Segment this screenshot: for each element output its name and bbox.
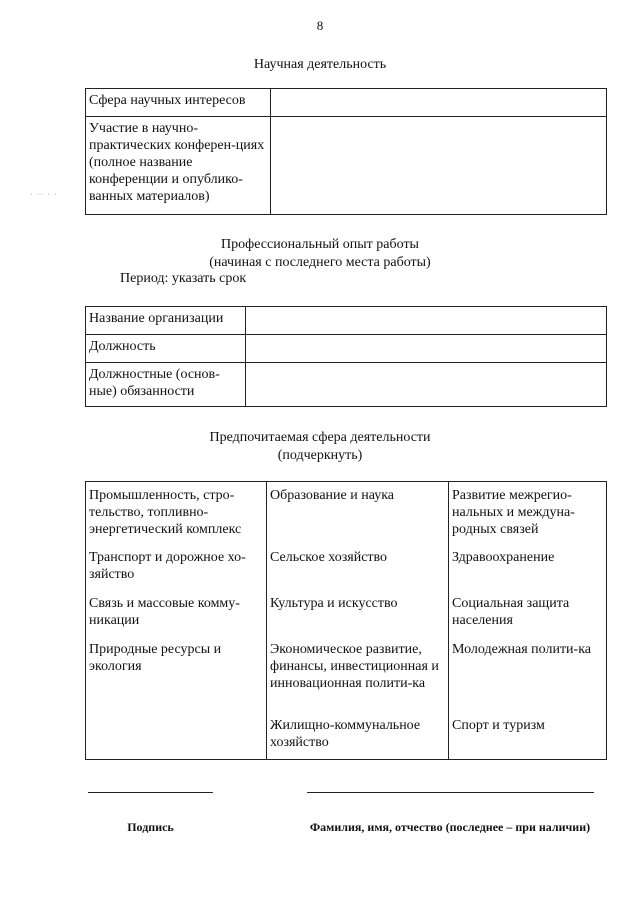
science-interests-value[interactable] xyxy=(271,89,607,117)
table-row xyxy=(86,89,607,117)
table-row xyxy=(86,639,607,715)
duties-value[interactable] xyxy=(246,363,607,407)
table-row xyxy=(86,593,607,639)
sphere-option[interactable]: Сельское хозяйство xyxy=(267,547,449,593)
table-row xyxy=(86,335,607,363)
sphere-option[interactable]: Транспорт и дорожное хо-зяйство xyxy=(89,550,246,582)
signature-label: Подпись xyxy=(127,820,174,834)
sphere-option[interactable]: Экономическое развитие, финансы, инвестиционная и инновационная полити-ка xyxy=(267,639,449,715)
science-interests-label: Сфера научных интересов xyxy=(86,89,271,117)
sphere-option xyxy=(86,715,267,760)
position-label: Должность xyxy=(86,335,246,363)
sphere-option[interactable]: Спорт и туризм xyxy=(452,718,545,733)
table-row xyxy=(86,547,607,593)
signature-line[interactable] xyxy=(88,792,213,793)
science-table xyxy=(85,88,607,215)
scan-noise: ⋅ ⋅⋅ ⋅ ⋅ xyxy=(30,190,58,199)
sphere-option[interactable]: Культура и искусство xyxy=(267,593,449,639)
position-value[interactable] xyxy=(246,335,607,363)
table-row xyxy=(86,715,607,760)
experience-title-line1: Профессиональный опыт работы xyxy=(221,237,419,252)
sphere-option[interactable]: Промышленность, стро-тельство, топливно-энергетический комплекс xyxy=(89,488,242,537)
organization-label: Название организации xyxy=(86,307,246,335)
full-name-label: Фамилия, имя, отчество (последнее – при наличии) xyxy=(309,820,591,834)
sphere-option[interactable]: Здравоохранение xyxy=(452,550,555,565)
table-row xyxy=(86,307,607,335)
duties-label: Должностные (основ-ные) обязанности xyxy=(86,363,246,407)
sphere-option[interactable]: Социальная защита населения xyxy=(452,596,570,628)
experience-table xyxy=(85,306,607,407)
table-row xyxy=(86,117,607,215)
conferences-label: Участие в научно-практических конферен-циях (полное название конференции и опублико-ванных материалов) xyxy=(86,117,271,215)
table-row xyxy=(86,482,607,548)
page-number: 8 xyxy=(316,18,324,33)
sphere-option[interactable]: Природные ресурсы и экология xyxy=(89,642,222,674)
table-row xyxy=(86,363,607,407)
sphere-option[interactable]: Жилищно-коммунальное хозяйство xyxy=(267,715,449,760)
experience-title-line2: (начиная с последнего места работы) xyxy=(209,255,431,270)
preferred-title-line1: Предпочитаемая сфера деятельности xyxy=(209,430,431,445)
conferences-value[interactable] xyxy=(271,117,607,215)
sphere-option[interactable]: Связь и массовые комму-никации xyxy=(89,596,240,628)
preferred-sphere-table xyxy=(85,481,607,760)
experience-period: Период: указать срок xyxy=(120,271,247,286)
sphere-option[interactable]: Образование и наука xyxy=(267,482,449,548)
sphere-option[interactable]: Развитие межрегио-нальных и междуна-родных связей xyxy=(452,488,575,537)
preferred-title-line2: (подчеркнуть) xyxy=(277,448,363,463)
science-section-title: Научная деятельность xyxy=(253,57,387,72)
full-name-line[interactable] xyxy=(307,792,594,793)
organization-value[interactable] xyxy=(246,307,607,335)
sphere-option[interactable]: Молодежная полити-ка xyxy=(452,642,592,657)
